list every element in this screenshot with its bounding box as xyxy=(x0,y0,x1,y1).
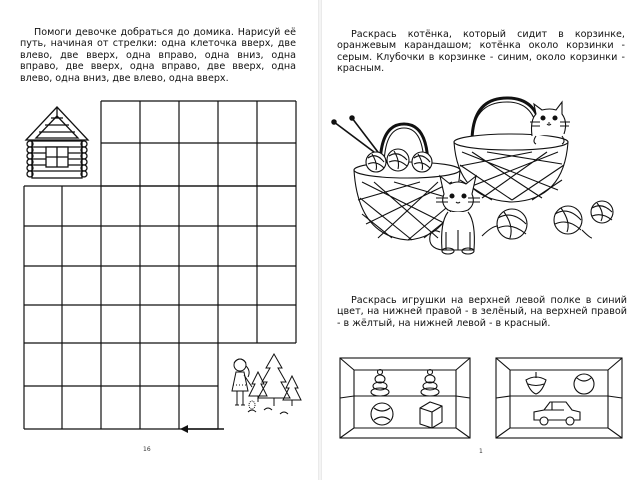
maze-grid xyxy=(0,0,280,340)
kittens-baskets-illustration xyxy=(332,90,622,280)
page-number: 1 xyxy=(479,448,483,455)
pyramid-toy-1 xyxy=(371,370,389,397)
kittens-task-text: Раскрась котёнка, который сидит в корзинке, оранжевым карандашом; котёнка около корзинки - серым. Клубочки в корзинке - синим, около корзинки - красным. xyxy=(337,29,625,75)
fir-trees-icon xyxy=(246,350,301,420)
toys-task-text: Раскрась игрушки на верхней левой полке в синий цвет, на нижней правой - в зелёный, на верхней правой - в жёлтый, на нижней левой - в красный. xyxy=(337,295,627,329)
right-page xyxy=(322,0,640,480)
start-arrow-icon xyxy=(180,424,230,434)
left-page xyxy=(0,0,318,480)
page-number: 16 xyxy=(143,446,151,453)
pyramid-toy-2 xyxy=(421,370,439,397)
toy-shelves-illustration xyxy=(330,352,630,442)
left-task-text: Помоги девочке добраться до домика. Нарисуй её путь, начиная от стрелки: одна клеточка вверх, две влево, две вверх, одна вправо, одна вниз, одна вправо, две вверх, одна вправо, две вверх, одна влево, одна вниз, две влево, одна вверх. xyxy=(20,27,296,84)
